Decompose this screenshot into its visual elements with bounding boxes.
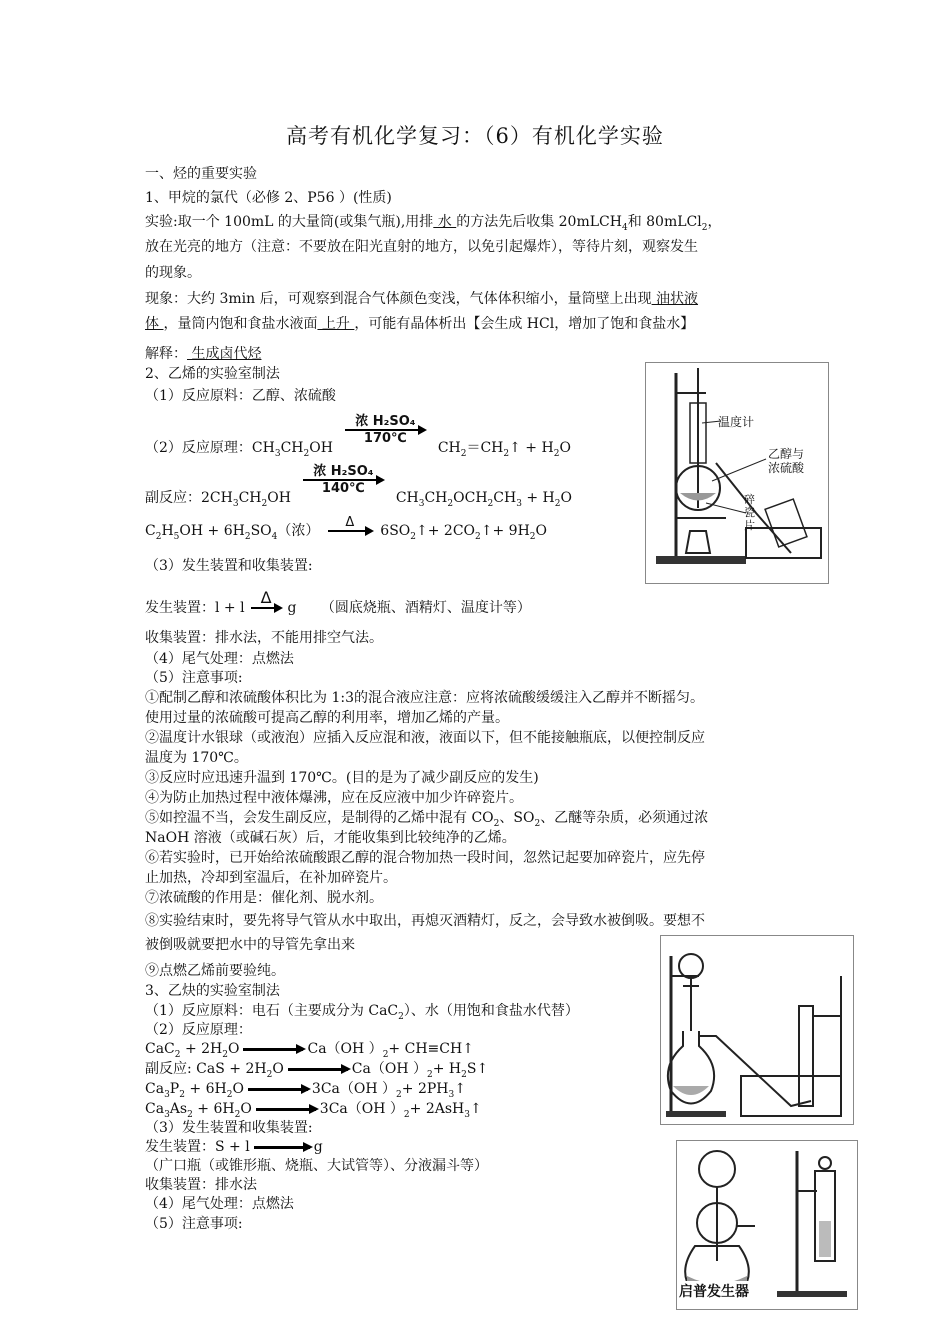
chips-label: 碎瓷片 <box>744 493 755 532</box>
reaction-arrow: 浓 H₂SO₄ 140℃ <box>303 460 383 496</box>
list-item: （3）发生装置和收集装置: <box>145 1120 313 1136</box>
note-item: 使用过量的浓硫酸可提高乙醇的利用率，增加乙烯的产量。 <box>145 710 509 726</box>
list-item: （5）注意事项: <box>145 670 243 686</box>
note-item: ⑦浓硫酸的作用是：催化剂、脱水剂。 <box>145 890 383 906</box>
reaction-arrow <box>243 1048 303 1051</box>
reaction-equation: （2）反应原理：$CH_3CH_2OH$ 浓 H₂SO₄ 170℃ $CH_2=CH_2↑ + H_2O$ <box>145 410 571 446</box>
reaction-arrow: Δ <box>251 588 281 609</box>
subsection-heading: 1、甲烷的氯代（必修 2、P56 ）(性质) <box>145 190 392 206</box>
list-item: （3）发生装置和收集装置: <box>145 558 313 574</box>
list-item: 收集装置：排水法，不能用排空气法。 <box>145 630 383 646</box>
reaction-arrow: 浓 H₂SO₄ 170℃ <box>345 410 425 446</box>
list-item: （2）反应原理： <box>145 1022 252 1038</box>
note-item: 被倒吸就要把水中的导管先拿出来 <box>145 937 355 953</box>
reaction-equation: $C_2H_5OH + 6H_2SO_4$（浓） Δ $6SO_2↑+$ $2CO_2↑+ 9H_2O$ <box>145 514 548 542</box>
acetylene-apparatus-diagram <box>661 936 853 1124</box>
experiment-text: 的现象。 <box>145 265 201 281</box>
note-item: ⑨点燃乙烯前要验纯。 <box>145 963 285 979</box>
note-item: ⑧实验结束时，要先将导气管从水中取出，再熄灭酒精灯，反之，会导致水被倒吸。要想不 <box>145 913 705 929</box>
note-item: 温度为 170℃。 <box>145 750 248 766</box>
reaction-equation: 副反应: CaS + $2H_2O$ Ca（OH ）$_2+$ $H_2S↑$ <box>145 1061 489 1080</box>
experiment-text: 实验:取一个 100mL 的大量筒(或集气瓶),用排 水 的方法先后收集 20mLCH$_4$和 80mLCl$_2$， <box>145 214 722 233</box>
reaction-equation: $CaC_2 + 2H_2O$ Ca（OH ）$_2+$ CH≡CH↑ <box>145 1041 474 1060</box>
list-item: （1）反应原料：电石（主要成分为 CaC$_2$）、水（用饱和食盐水代替） <box>145 1003 579 1022</box>
phenomenon-text: 体 ，量筒内饱和食盐水液面 上升 ，可能有晶体析出【会生成 HCl，增加了饱和食盐水】 <box>145 316 695 332</box>
kipp-generator-caption: 启普发生器 <box>679 1281 749 1301</box>
kipp-generator-figure <box>676 1140 858 1310</box>
note-item: ⑥若实验时，已开始给浓硫酸跟乙醇的混合物加热一段时间，忽然记起要加碎瓷片，应先停 <box>145 850 705 866</box>
acetylene-apparatus-figure <box>660 935 854 1125</box>
note-item: 止加热，冷却到室温后，在补加碎瓷片。 <box>145 870 397 886</box>
note-item: ①配制乙醇和浓硫酸体积比为 1:3的混合液应注意：应将浓硫酸缓缓注入乙醇并不断摇匀。 <box>145 690 704 706</box>
subsection-heading: 2、乙烯的实验室制法 <box>145 366 280 382</box>
list-item: （4）尾气处理：点燃法 <box>145 1196 294 1212</box>
list-item: （1）反应原料：乙醇、浓硫酸 <box>145 388 336 404</box>
ethylene-apparatus-figure <box>645 362 829 584</box>
reaction-arrow <box>248 1088 308 1091</box>
list-item: （4）尾气处理：点燃法 <box>145 651 294 667</box>
phenomenon-text: 现象：大约 3min 后，可观察到混合气体颜色变浅，气体体积缩小，量筒壁上出现 油状液 <box>145 291 699 307</box>
note-item: ⑤如控温不当，会发生副反应，是制得的乙烯中混有 $CO_2$、$SO_2$、乙醚等杂质，必须通过浓 <box>145 810 709 829</box>
explanation-text: 解释： 生成卤代烃 <box>145 346 262 362</box>
experiment-text: 放在光亮的地方（注意：不要放在阳光直射的地方，以免引起爆炸），等待片刻，观察发生 <box>145 239 698 255</box>
note-item: ④为防止加热过程中液体爆沸，应在反应液中加少许碎瓷片。 <box>145 790 523 806</box>
reaction-equation: 副反应：$2CH_3CH_2OH$ 浓 H₂SO₄ 140℃ $CH_3CH_2OCH_2CH_3 + H_2O$ <box>145 460 572 496</box>
reaction-equation: $Ca_3P_2 + 6H_2O$ 3Ca（OH ）$_2+$ $2PH_3↑$ <box>145 1081 466 1100</box>
page-title: 高考有机化学复习：（6）有机化学实验 <box>286 124 664 148</box>
note-item: ③反应时应迅速升温到 170℃。(目的是为了减少副反应的发生) <box>145 770 539 786</box>
reaction-equation: $Ca_3As_2 + 6H_2O$ 3Ca（OH ）$_2+$ 2AsH$_3$↑ <box>145 1101 482 1120</box>
reaction-arrow <box>256 1108 316 1111</box>
apparatus-text: 发生装置：S + l g <box>145 1139 323 1155</box>
note-item: ②温度计水银球（或液泡）应插入反应混和液，液面以下，但不能接触瓶底，以便控制反应 <box>145 730 705 746</box>
list-item: （广口瓶（或锥形瓶、烧瓶、大试管等）、分液漏斗等） <box>145 1158 488 1174</box>
subsection-heading: 3、乙炔的实验室制法 <box>145 983 280 999</box>
apparatus-text: 发生装置：l + l Δ g （圆底烧瓶、酒精灯、温度计等） <box>145 587 531 616</box>
list-item: （5）注意事项: <box>145 1216 243 1232</box>
reaction-arrow <box>254 1146 310 1149</box>
reaction-arrow: Δ <box>328 515 372 532</box>
section-heading: 一、烃的重要实验 <box>145 166 257 182</box>
mixture-label: 乙醇与浓硫酸 <box>768 447 805 475</box>
reaction-arrow <box>288 1068 348 1071</box>
list-item: 收集装置：排水法 <box>145 1177 257 1193</box>
thermometer-label: 温度计 <box>718 415 755 429</box>
note-item: NaOH 溶液（或碱石灰）后，才能收集到比较纯净的乙烯。 <box>145 830 516 846</box>
